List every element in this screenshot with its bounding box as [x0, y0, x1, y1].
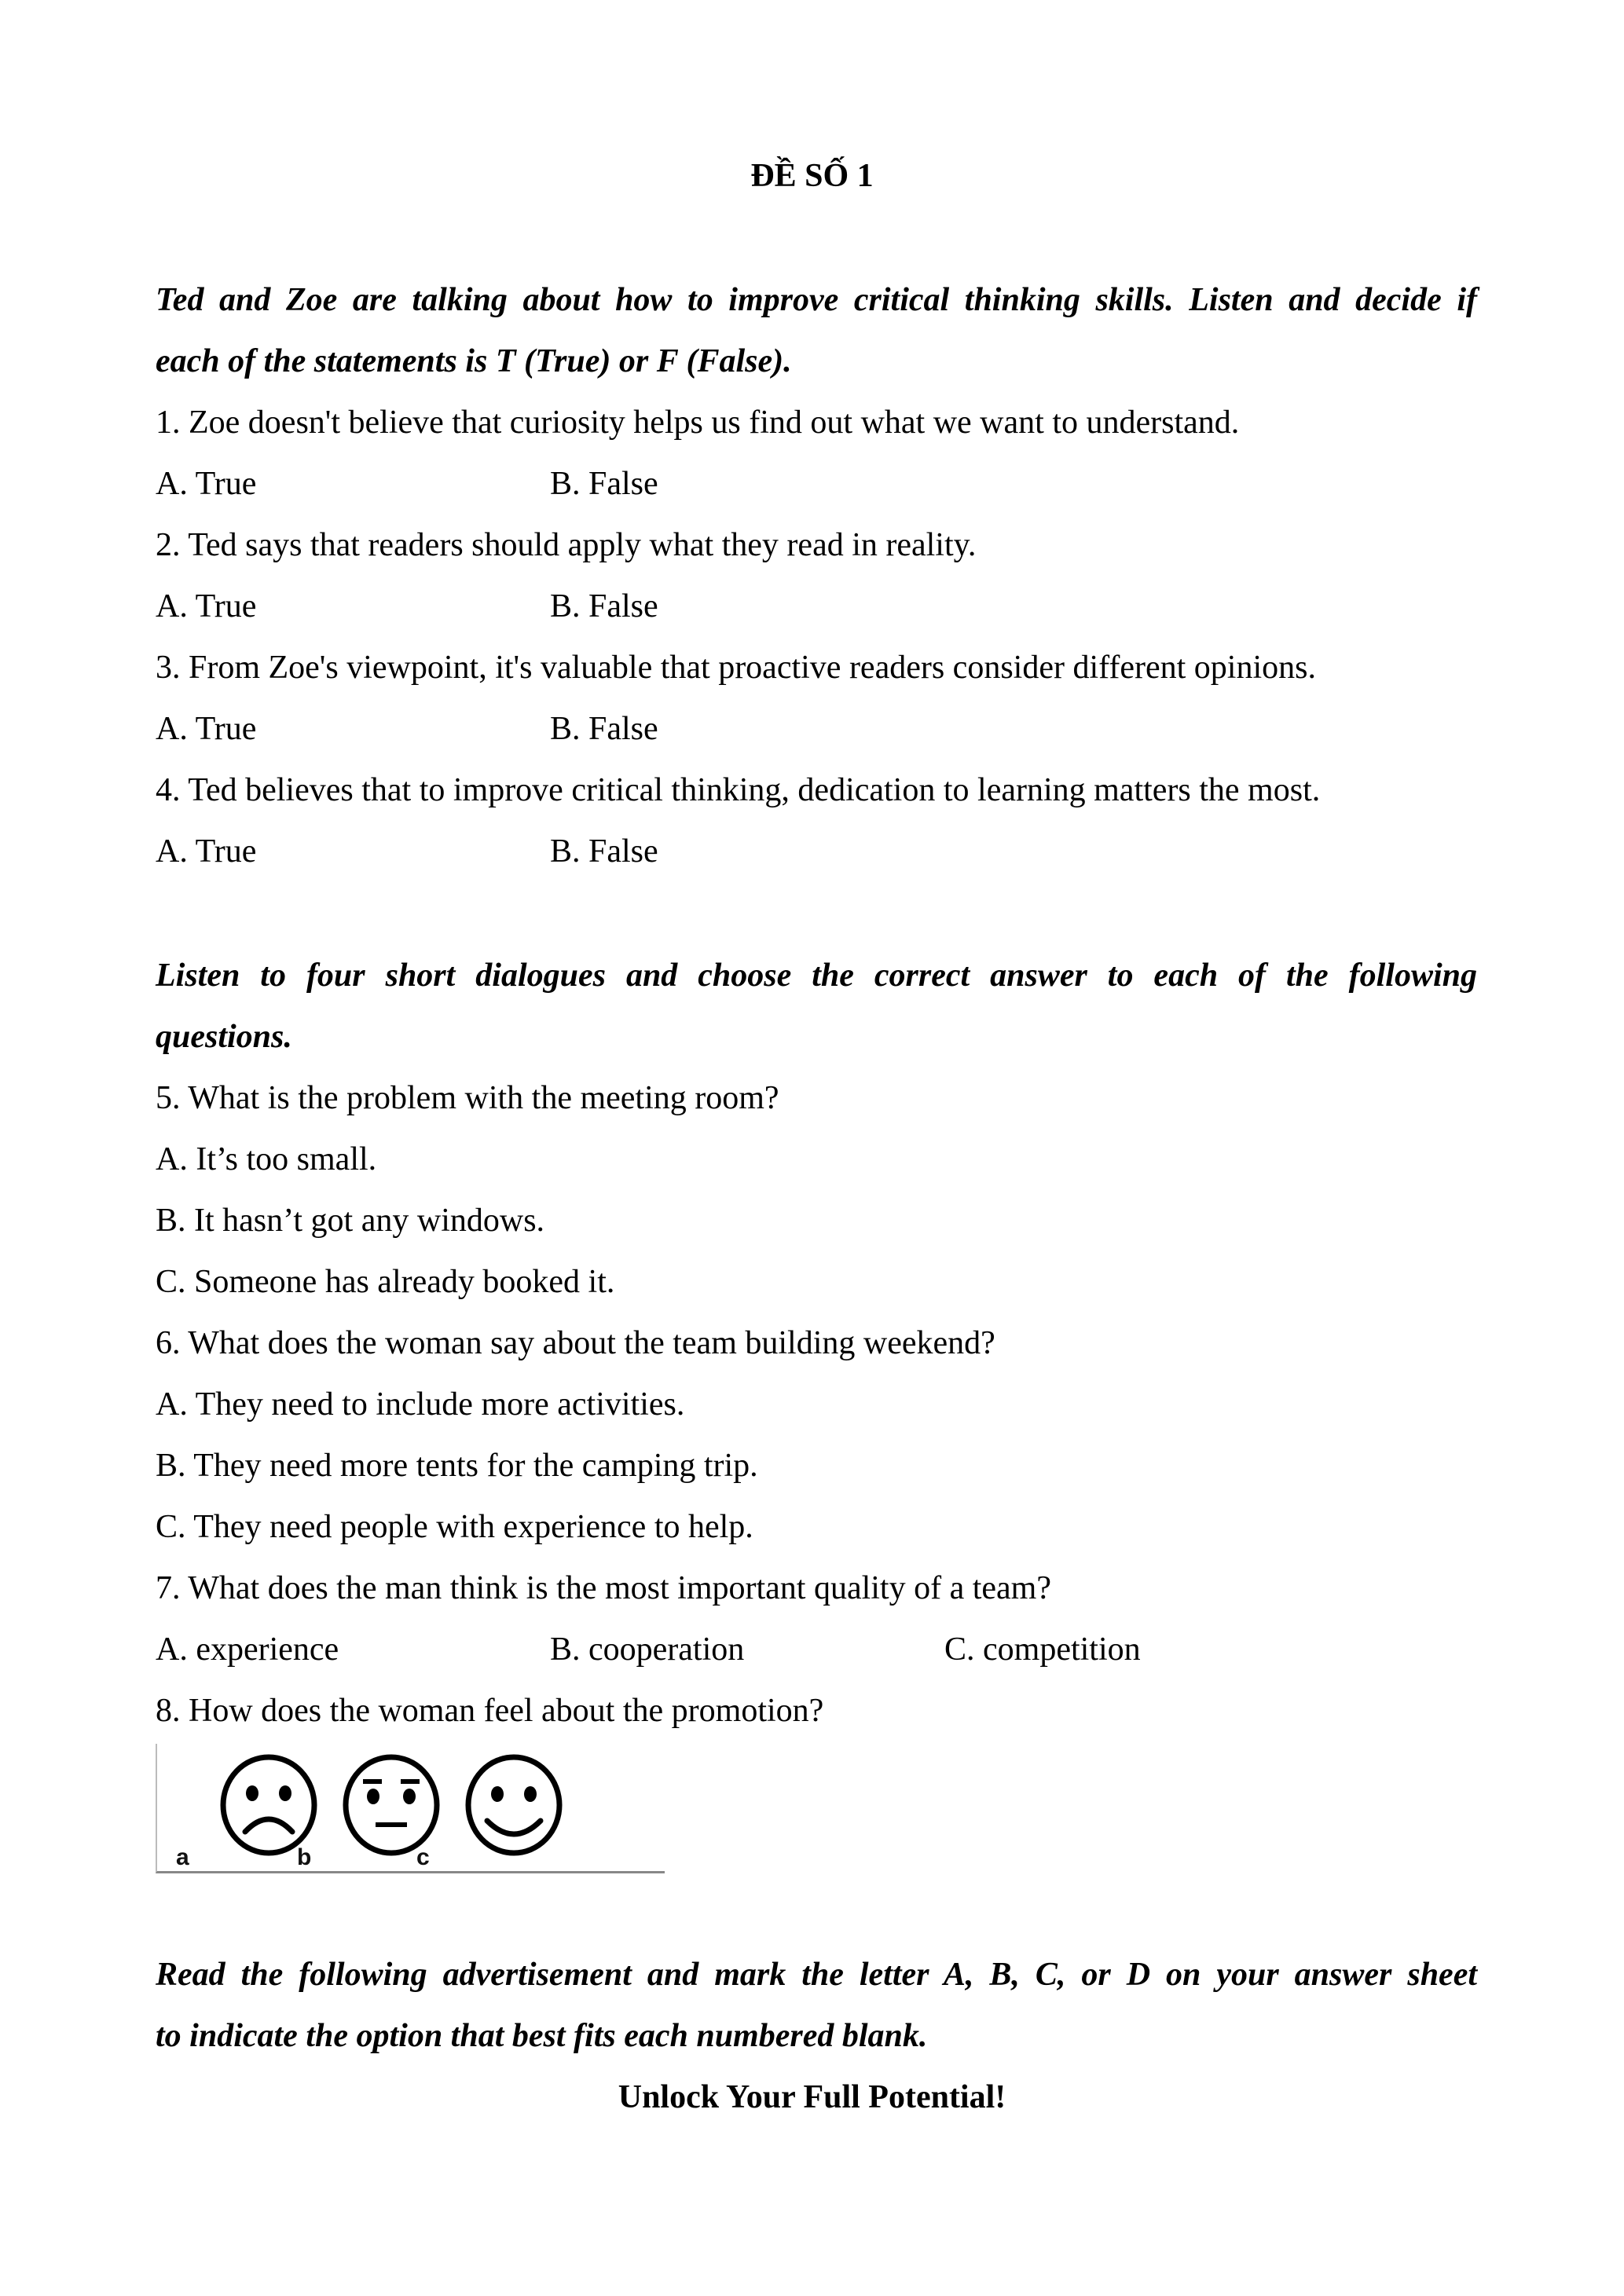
- face-label-a: a: [176, 1844, 189, 1870]
- option-b: B. cooperation: [550, 1631, 745, 1668]
- neutral-face-icon: [341, 1753, 442, 1857]
- question-6-text: 6. What does the woman say about the team building weekend?: [156, 1325, 995, 1361]
- question-6-option-a: A. They need to include more activities.: [156, 1386, 685, 1423]
- option-b: B. False: [550, 833, 658, 870]
- question-2-text: 2. Ted says that readers should apply what they read in reality.: [156, 527, 977, 563]
- question-8-text: 8. How does the woman feel about the promotion?: [156, 1693, 824, 1729]
- question-5-option-b: B. It hasn’t got any windows.: [156, 1203, 545, 1239]
- face-label-c: c: [416, 1844, 430, 1870]
- question-1-text: 1. Zoe doesn't believe that curiosity helps us find out what we want to understand.: [156, 405, 1240, 441]
- option-b: B. False: [550, 711, 658, 747]
- page-title: ĐỀ SỐ 1: [750, 158, 874, 194]
- happy-face-icon: [464, 1753, 564, 1857]
- advertisement-title: Unlock Your Full Potential!: [618, 2079, 1006, 2115]
- question-7-text: 7. What does the man think is the most important quality of a team?: [156, 1570, 1051, 1606]
- option-a: A. True: [156, 466, 257, 502]
- question-6-option-c: C. They need people with experience to help.: [156, 1509, 753, 1545]
- question-5-option-a: A. It’s too small.: [156, 1141, 377, 1177]
- question-3-text: 3. From Zoe's viewpoint, it's valuable that proactive readers consider different opinions.: [156, 650, 1316, 686]
- option-a: A. True: [156, 833, 257, 870]
- question-5-option-c: C. Someone has already booked it.: [156, 1264, 615, 1300]
- option-b: B. False: [550, 588, 658, 624]
- section1-instruction-line2: each of the statements is T (True) or F (False).: [156, 343, 792, 379]
- option-a: A. experience: [156, 1631, 339, 1668]
- face-label-b: b: [297, 1844, 312, 1870]
- question-4-text: 4. Ted believes that to improve critical thinking, dedication to learning matters the most.: [156, 772, 1321, 808]
- section3-instruction-line1: Read the following advertisement and mark the letter A, B, C, or D on your answer sheet: [156, 1957, 1477, 1993]
- section2-instruction-line1: Listen to four short dialogues and choose the correct answer to each of the following: [156, 958, 1477, 994]
- option-a: A. True: [156, 711, 257, 747]
- section1-instruction-line1: Ted and Zoe are talking about how to improve critical thinking skills. Listen and decide if: [156, 282, 1477, 318]
- sad-face-icon: [218, 1753, 319, 1857]
- section3-instruction-line2: to indicate the option that best fits each numbered blank.: [156, 2018, 928, 2054]
- option-a: A. True: [156, 588, 257, 624]
- question-5-text: 5. What is the problem with the meeting room?: [156, 1080, 779, 1116]
- option-b: B. False: [550, 466, 658, 502]
- option-c: C. competition: [944, 1631, 1141, 1668]
- section2-instruction-line2: questions.: [156, 1019, 292, 1055]
- question-6-option-b: B. They need more tents for the camping trip.: [156, 1448, 758, 1484]
- faces-image: [156, 1744, 665, 1873]
